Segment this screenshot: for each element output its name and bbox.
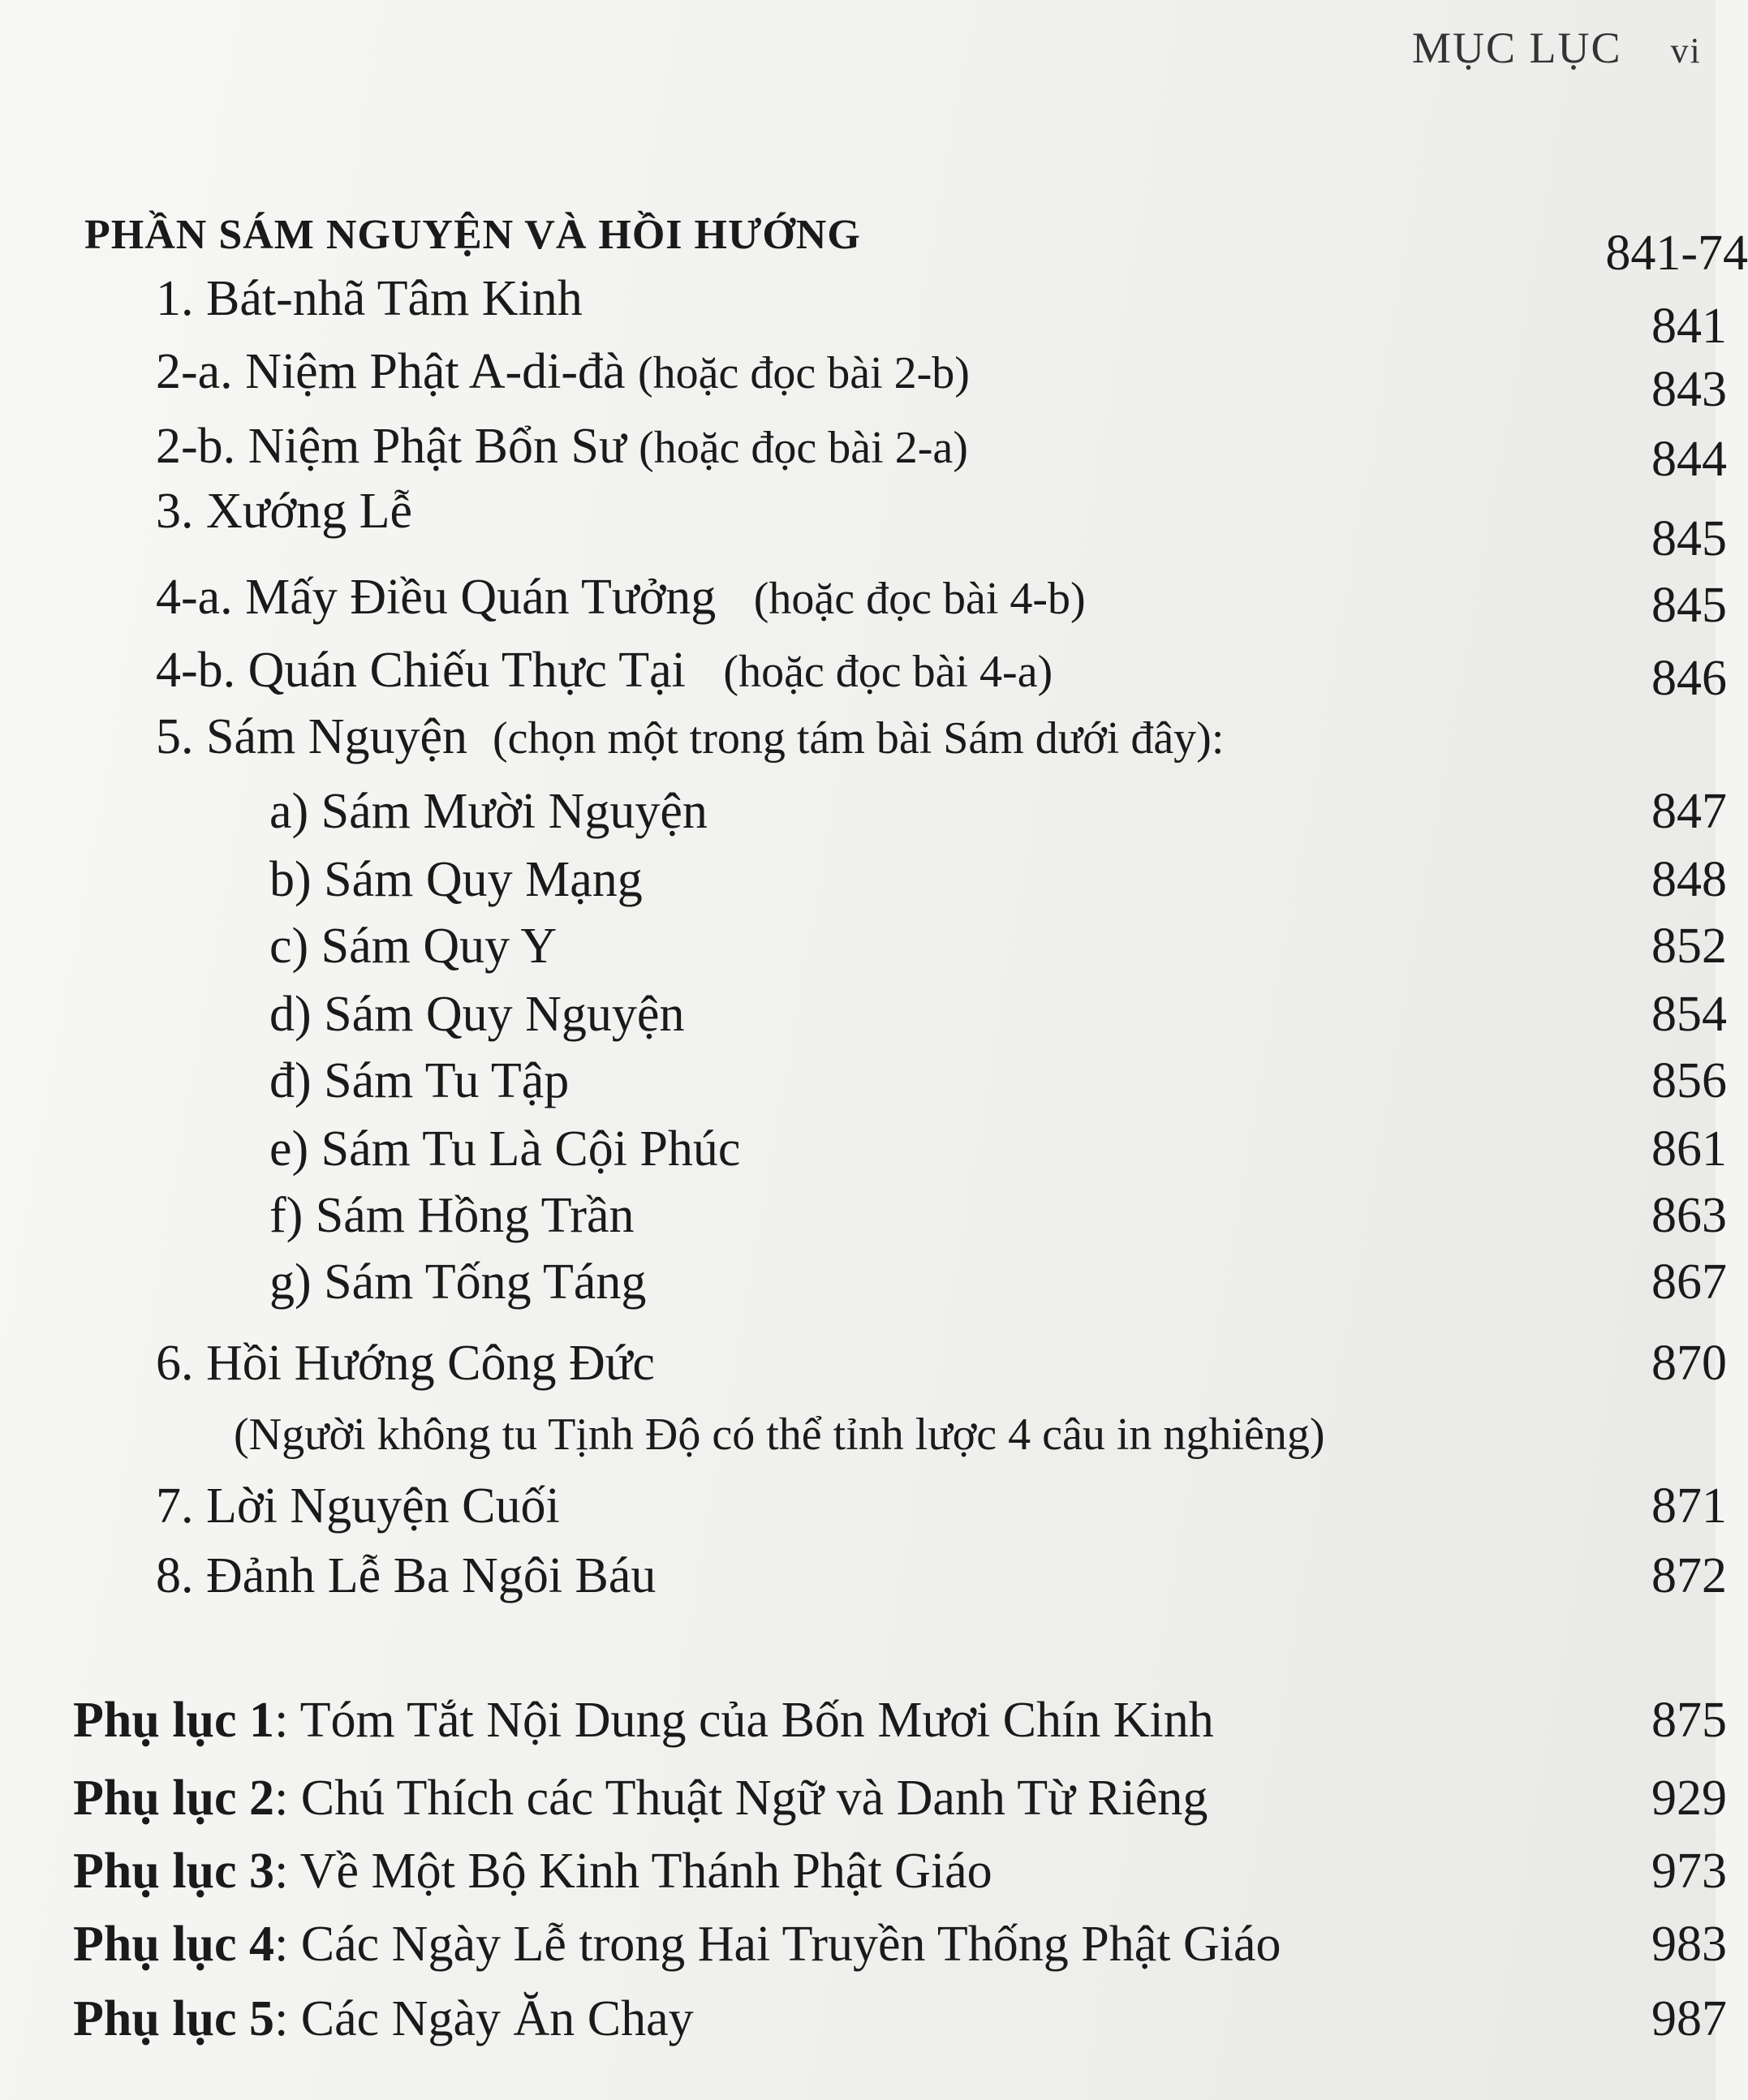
toc-subentry-page: 867: [1651, 1254, 1727, 1310]
toc-subentry: [0, 1250, 1727, 1315]
toc-subentry-title: b) Sám Quy Mạng: [269, 852, 643, 907]
toc-entry: [0, 339, 1727, 417]
toc-subentry: [0, 982, 1727, 1047]
appendix-entry: [0, 1766, 1727, 1831]
toc-subentry: [0, 847, 1727, 912]
appendix-title: Phụ lục 2: Chú Thích các Thuật Ngữ và Danh Từ Riêng: [73, 1771, 1208, 1826]
toc-entry-page: 845: [1651, 511, 1727, 566]
toc-subentry: [0, 1048, 1727, 1113]
appendix-page: 929: [1651, 1771, 1727, 1826]
toc-entry-title: 4-a. Mấy Điều Quán Tưởng (hoặc đọc bài 4-b): [156, 570, 1086, 625]
toc-subentry-title: d) Sám Quy Nguyện: [269, 987, 685, 1042]
toc-entry-title: 7. Lời Nguyện Cuối: [156, 1478, 560, 1534]
toc-subentry: [0, 1183, 1727, 1248]
running-header: [1412, 23, 1702, 73]
toc-subentry-title: c) Sám Quy Y: [269, 919, 558, 974]
appendix-title: Phụ lục 4: Các Ngày Lễ trong Hai Truyền Thống Phật Giáo: [73, 1917, 1281, 1972]
toc-subentry-title: a) Sám Mười Nguyện: [269, 784, 708, 839]
toc-entry: [0, 565, 1727, 633]
toc-entry: [0, 1331, 1727, 1396]
toc-entry: [0, 266, 1727, 354]
toc-entry-title: 2-b. Niệm Phật Bổn Sư (hoặc đọc bài 2-a): [156, 419, 968, 474]
section-page-range: 841-74: [1605, 226, 1748, 281]
toc-entry-title: 2-a. Niệm Phật A-di-đà (hoặc đọc bài 2-b): [156, 344, 970, 399]
toc-entry: [0, 479, 1727, 566]
appendix-title: Phụ lục 3: Về Một Bộ Kinh Thánh Phật Giáo: [73, 1844, 992, 1899]
toc-entry: [0, 1474, 1727, 1538]
appendix-title: Phụ lục 1: Tóm Tắt Nội Dung của Bốn Mươi Chín Kinh: [73, 1693, 1214, 1748]
toc-subentry-title: e) Sám Tu Là Cội Phúc: [269, 1121, 741, 1177]
toc-entry-title: 6. Hồi Hướng Công Đức: [156, 1336, 655, 1391]
toc-entry-page: 844: [1651, 432, 1727, 487]
toc-entry-title: 8. Đảnh Lễ Ba Ngôi Báu: [156, 1548, 657, 1603]
toc-subentry-title: g) Sám Tống Táng: [269, 1254, 647, 1310]
appendix-title: Phụ lục 5: Các Ngày Ăn Chay: [73, 1991, 694, 2046]
toc-entry-page: 846: [1651, 651, 1727, 706]
appendix-entry: [0, 1688, 1727, 1753]
folio-number: vi: [1670, 31, 1702, 71]
toc-subentry-page: 861: [1651, 1121, 1727, 1177]
running-title: MỤC LỤC: [1412, 24, 1622, 72]
toc-entry: [0, 704, 1716, 769]
toc-entry-note-text: (Người không tu Tịnh Độ có thể tỉnh lược 4 câu in nghiêng): [234, 1409, 1325, 1460]
toc-entry-title: 4-b. Quán Chiếu Thực Tại (hoặc đọc bài 4-a): [156, 643, 1053, 698]
toc-subentry-page: 856: [1651, 1053, 1727, 1108]
toc-entry-title: 1. Bát-nhã Tâm Kinh: [156, 271, 583, 326]
toc-entry: [0, 414, 1727, 487]
appendix-page: 875: [1651, 1693, 1727, 1748]
appendix-page: 987: [1651, 1991, 1727, 2046]
toc-subentry-page: 848: [1651, 852, 1727, 907]
toc-subentry-page: 852: [1651, 919, 1727, 974]
toc-entry-page: 843: [1651, 362, 1727, 417]
appendix-entry: [0, 1986, 1727, 2051]
toc-subentry-title: f) Sám Hồng Trần: [269, 1188, 635, 1243]
toc-subentry: [0, 914, 1727, 979]
toc-entry-page: 870: [1651, 1336, 1727, 1391]
toc-entry-note: [0, 1402, 1716, 1467]
appendix-page: 983: [1651, 1917, 1727, 1972]
toc-entry-title: 3. Xướng Lễ: [156, 484, 413, 539]
toc-entry-page: 872: [1651, 1548, 1727, 1603]
toc-subentry-page: 854: [1651, 987, 1727, 1042]
appendix-entry: [0, 1839, 1727, 1904]
toc-entry-page: 845: [1651, 578, 1727, 633]
toc-subentry-page: 863: [1651, 1188, 1727, 1243]
toc-subentry-title: đ) Sám Tu Tập: [269, 1053, 570, 1108]
toc-entry: [0, 1543, 1727, 1608]
toc-subentry: [0, 1117, 1727, 1181]
appendix-page: 973: [1651, 1844, 1727, 1899]
toc-subentry-page: 847: [1651, 784, 1727, 839]
toc-entry-page: 871: [1651, 1478, 1727, 1534]
toc-entry: [0, 638, 1727, 706]
toc-entry-page: 841: [1651, 299, 1727, 354]
section-heading-row: [0, 203, 1748, 281]
toc-entry-title: 5. Sám Nguyện (chọn một trong tám bài Sám dưới đây):: [156, 709, 1225, 764]
section-title: PHẦN SÁM NGUYỆN VÀ HỒI HƯỚNG: [84, 212, 861, 258]
toc-subentry: [0, 779, 1727, 844]
appendix-entry: [0, 1912, 1727, 1977]
